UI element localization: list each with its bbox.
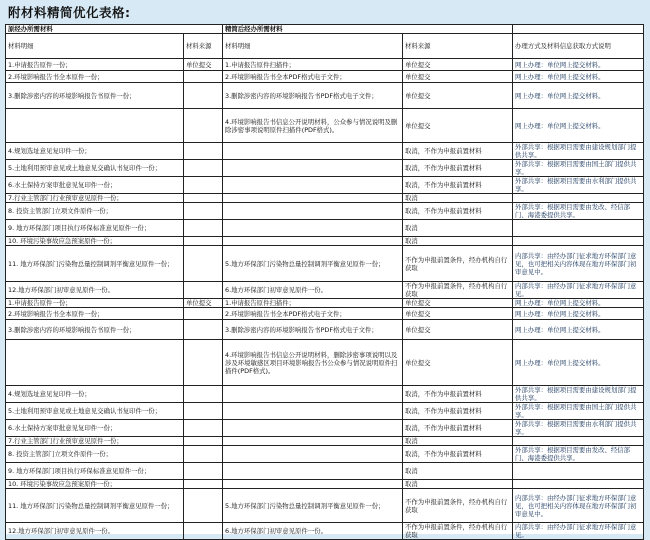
table-row: [6, 320, 644, 340]
new-detail-cell: 5.地方环保部门污染物总量控制调剂平衡意见原件一份；: [223, 489, 403, 523]
column-header-method: 办理方式及材料信息获取方式说明: [513, 34, 644, 59]
original-source-cell: [184, 523, 223, 540]
new-detail-cell: 3.删除涉密内容的环境影响报告书PDF格式电子文件；: [223, 320, 403, 340]
header-blank: [513, 25, 644, 34]
method-cell: [513, 194, 644, 203]
table-row: [6, 237, 644, 246]
original-detail-cell: 10. 环境污染事故应急预案原件一份；: [6, 480, 184, 489]
new-detail-cell: [223, 194, 403, 203]
new-source-cell: 单位提交: [403, 320, 513, 340]
new-source-cell: 不作为申报前置条件，经办机构自行获取: [403, 523, 513, 540]
original-detail-cell: 7.行业主管部门行业预审意见原件一份；: [6, 437, 184, 446]
original-detail-cell: [6, 340, 184, 386]
original-source-cell: [184, 463, 223, 480]
new-detail-cell: [223, 143, 403, 160]
table-column-header-row: [6, 34, 644, 59]
original-source-cell: [184, 480, 223, 489]
original-source-cell: [184, 446, 223, 463]
table-row: [6, 71, 644, 83]
new-source-cell: 不作为申报前置条件，经办机构自行获取: [403, 246, 513, 282]
method-cell: 内部共享：由经办部门征求地方环保部门意见，也可把相关内容体现在地方环保部门初审意见中。: [513, 489, 644, 523]
materials-table-container: [5, 24, 643, 539]
table-row: [6, 246, 644, 282]
new-source-cell: 不作为申报前置条件，经办机构自行获取: [403, 282, 513, 299]
method-cell: 网上办理：单位网上提交材料。: [513, 340, 644, 386]
original-source-cell: [184, 308, 223, 320]
header-streamlined-materials: 精简后经办所需材料: [223, 25, 513, 34]
original-source-cell: 单位提交: [184, 299, 223, 308]
new-detail-cell: 6.地方环保部门初审意见原件一份。: [223, 523, 403, 540]
table-row: [6, 480, 644, 489]
original-detail-cell: 5.土地利用预审意见或土地意见交确认书复印件一份；: [6, 160, 184, 177]
new-detail-cell: [223, 386, 403, 403]
new-detail-cell: [223, 237, 403, 246]
original-source-cell: [184, 320, 223, 340]
new-detail-cell: 2.环境影响报告书全本PDF格式电子文件；: [223, 308, 403, 320]
table-row: [6, 220, 644, 237]
column-header-new-source: 材料来源: [403, 34, 513, 59]
method-cell: 外部共享：根据项目需要由建设规划部门提供共享。: [513, 143, 644, 160]
new-detail-cell: [223, 177, 403, 194]
table-row: [6, 299, 644, 308]
table-row: [6, 177, 644, 194]
new-detail-cell: 6.地方环保部门初审意见原件一份。: [223, 282, 403, 299]
new-detail-cell: 3.删除涉密内容的环境影响报告书PDF格式电子文件；: [223, 83, 403, 109]
original-source-cell: 单位提交: [184, 59, 223, 71]
table-row: [6, 83, 644, 109]
original-source-cell: [184, 282, 223, 299]
new-detail-cell: [223, 160, 403, 177]
original-detail-cell: 5.土地利用预审意见或土地意见交确认书复印件一份；: [6, 403, 184, 420]
original-detail-cell: 1.申请报告原件一份；: [6, 59, 184, 71]
table-row: [6, 203, 644, 220]
original-source-cell: [184, 386, 223, 403]
new-detail-cell: 1.申请报告原件扫描件；: [223, 299, 403, 308]
table-row: [6, 143, 644, 160]
original-detail-cell: 12.地方环保部门初审意见原件一份。: [6, 523, 184, 540]
original-detail-cell: 10. 环境污染事故应急预案原件一份；: [6, 237, 184, 246]
new-source-cell: 取消，不作为申报前置材料: [403, 143, 513, 160]
method-cell: 网上办理：单位网上提交材料。: [513, 299, 644, 308]
table-row: [6, 160, 644, 177]
column-header-original-detail: 材料明细: [6, 34, 184, 59]
table-row: [6, 489, 644, 523]
header-original-materials: 原经办所需材料: [6, 25, 223, 34]
original-detail-cell: 9. 地方环保部门项目执行环保标准意见原件一份；: [6, 463, 184, 480]
new-source-cell: 取消，不作为申报前置材料: [403, 177, 513, 194]
method-cell: 外部共享：根据项目需要由建设规划部门提供共享。: [513, 386, 644, 403]
original-detail-cell: 2.环境影响报告书全本原件一份；: [6, 308, 184, 320]
original-detail-cell: 3.删除涉密内容的环境影响报告书原件一份；: [6, 320, 184, 340]
original-source-cell: [184, 177, 223, 194]
method-cell: 外部共享：根据项目需要由发改、经信部门、海港委提供共享。: [513, 203, 644, 220]
column-header-new-detail: 材料明细: [223, 34, 403, 59]
new-detail-cell: [223, 437, 403, 446]
original-source-cell: [184, 489, 223, 523]
method-cell: 内部共享：由经办部门征求地方环保部门意见。: [513, 282, 644, 299]
new-source-cell: 取消，不作为申报前置材料: [403, 203, 513, 220]
table-row: [6, 386, 644, 403]
new-source-cell: 取消: [403, 463, 513, 480]
method-cell: 外部共享：根据项目需要由水利部门提供共享。: [513, 177, 644, 194]
method-cell: [513, 437, 644, 446]
page-title: 附材料精简优化表格:: [8, 5, 131, 20]
new-source-cell: 单位提交: [403, 299, 513, 308]
method-cell: 外部共享：根据项目需要由国土部门提供共享。: [513, 160, 644, 177]
new-source-cell: 单位提交: [403, 71, 513, 83]
column-header-original-source: 材料来源: [184, 34, 223, 59]
table-row: [6, 340, 644, 386]
original-source-cell: [184, 420, 223, 437]
new-source-cell: 取消，不作为申报前置材料: [403, 386, 513, 403]
new-source-cell: 取消，不作为申报前置材料: [403, 160, 513, 177]
new-source-cell: 单位提交: [403, 308, 513, 320]
original-source-cell: [184, 237, 223, 246]
new-source-cell: 取消: [403, 220, 513, 237]
new-source-cell: 取消，不作为申报前置材料: [403, 403, 513, 420]
original-detail-cell: [6, 109, 184, 143]
new-detail-cell: 4.环境影响报告书信息公开说明材料，公众参与情况说明及删除涉密事项说明原件扫描件(PDF格式)。: [223, 109, 403, 143]
original-source-cell: [184, 403, 223, 420]
original-detail-cell: 7.行业主管部门行业预审意见原件一份；: [6, 194, 184, 203]
new-source-cell: 单位提交: [403, 340, 513, 386]
new-source-cell: 单位提交: [403, 109, 513, 143]
original-source-cell: [184, 160, 223, 177]
new-detail-cell: 1.申请报告原件扫描件；: [223, 59, 403, 71]
original-detail-cell: 8. 投资主管部门立项文件原件一份；: [6, 446, 184, 463]
method-cell: 外部共享：根据项目需要由水利部门提供共享。: [513, 420, 644, 437]
original-detail-cell: 11. 地方环保部门污染物总量控制调剂平衡意见原件一份；: [6, 489, 184, 523]
table-row: [6, 282, 644, 299]
method-cell: 网上办理：单位网上提交材料。: [513, 308, 644, 320]
original-source-cell: [184, 246, 223, 282]
new-source-cell: 单位提交: [403, 59, 513, 71]
original-detail-cell: 12.地方环保部门初审意见原件一份。: [6, 282, 184, 299]
method-cell: 网上办理：单位网上提交材料。: [513, 59, 644, 71]
method-cell: 内部共享：由经办部门征求地方环保部门意见，也可把相关内容体现在地方环保部门初审意见中。: [513, 246, 644, 282]
method-cell: 外部共享：根据项目需要由发改、经信部门、海港委提供共享。: [513, 446, 644, 463]
original-source-cell: [184, 71, 223, 83]
original-source-cell: [184, 203, 223, 220]
new-source-cell: 取消: [403, 480, 513, 489]
original-source-cell: [184, 143, 223, 160]
original-detail-cell: 6.水土保持方案审批意见复印件一份；: [6, 177, 184, 194]
table-row: [6, 109, 644, 143]
method-cell: 网上办理：单位网上提交材料。: [513, 71, 644, 83]
table-row: [6, 437, 644, 446]
new-source-cell: 取消，不作为申报前置材料: [403, 420, 513, 437]
new-detail-cell: [223, 420, 403, 437]
new-source-cell: 单位提交: [403, 83, 513, 109]
original-source-cell: [184, 109, 223, 143]
table-section-header-row: [6, 25, 644, 34]
new-source-cell: 取消: [403, 194, 513, 203]
new-detail-cell: [223, 480, 403, 489]
new-detail-cell: [223, 403, 403, 420]
new-detail-cell: [223, 446, 403, 463]
original-source-cell: [184, 194, 223, 203]
method-cell: [513, 220, 644, 237]
original-detail-cell: 9. 地方环保部门项目执行环保标准意见原件一份；: [6, 220, 184, 237]
new-detail-cell: [223, 203, 403, 220]
original-detail-cell: 8. 投资主管部门立项文件原件一份；: [6, 203, 184, 220]
new-source-cell: 取消，不作为申报前置材料: [403, 446, 513, 463]
original-detail-cell: 4.规划选址意见复印件一份；: [6, 143, 184, 160]
table-row: [6, 194, 644, 203]
method-cell: 网上办理：单位网上提交材料。: [513, 320, 644, 340]
method-cell: 内部共享：由经办部门征求地方环保部门意见。: [513, 523, 644, 540]
original-source-cell: [184, 340, 223, 386]
new-source-cell: 取消: [403, 437, 513, 446]
new-detail-cell: 4.环境影响报告书信息公开说明材料，删除涉密事项说明以及涉及环境敏感区项目环境影响报告书公众参与情况说明原件扫描件(PDF格式)。: [223, 340, 403, 386]
original-detail-cell: 3.删除涉密内容的环境影响报告书原件一份；: [6, 83, 184, 109]
new-source-cell: 取消: [403, 237, 513, 246]
method-cell: [513, 480, 644, 489]
method-cell: [513, 463, 644, 480]
new-source-cell: 不作为申报前置条件，经办机构自行获取: [403, 489, 513, 523]
table-row: [6, 446, 644, 463]
original-detail-cell: 11. 地方环保部门污染物总量控制调剂平衡意见原件一份；: [6, 246, 184, 282]
new-detail-cell: 2.环境影响报告书全本PDF格式电子文件；: [223, 71, 403, 83]
table-row: [6, 59, 644, 71]
original-detail-cell: 6.水土保持方案审批意见复印件一份；: [6, 420, 184, 437]
original-detail-cell: 4.规划选址意见复印件一份；: [6, 386, 184, 403]
table-row: [6, 523, 644, 540]
original-source-cell: [184, 437, 223, 446]
table-row: [6, 463, 644, 480]
table-row: [6, 403, 644, 420]
method-cell: 网上办理：单位网上提交材料。: [513, 83, 644, 109]
original-source-cell: [184, 220, 223, 237]
materials-table: [5, 24, 644, 540]
method-cell: 网上办理：单位网上提交材料。: [513, 109, 644, 143]
table-row: [6, 308, 644, 320]
new-detail-cell: 5.地方环保部门污染物总量控制调剂平衡意见原件一份；: [223, 246, 403, 282]
table-row: [6, 420, 644, 437]
method-cell: 外部共享：根据项目需要由国土部门提供共享。: [513, 403, 644, 420]
new-detail-cell: [223, 463, 403, 480]
original-detail-cell: 2.环境影响报告书全本原件一份；: [6, 71, 184, 83]
new-detail-cell: [223, 220, 403, 237]
original-detail-cell: 1.申请报告原件一份；: [6, 299, 184, 308]
method-cell: [513, 237, 644, 246]
original-source-cell: [184, 83, 223, 109]
